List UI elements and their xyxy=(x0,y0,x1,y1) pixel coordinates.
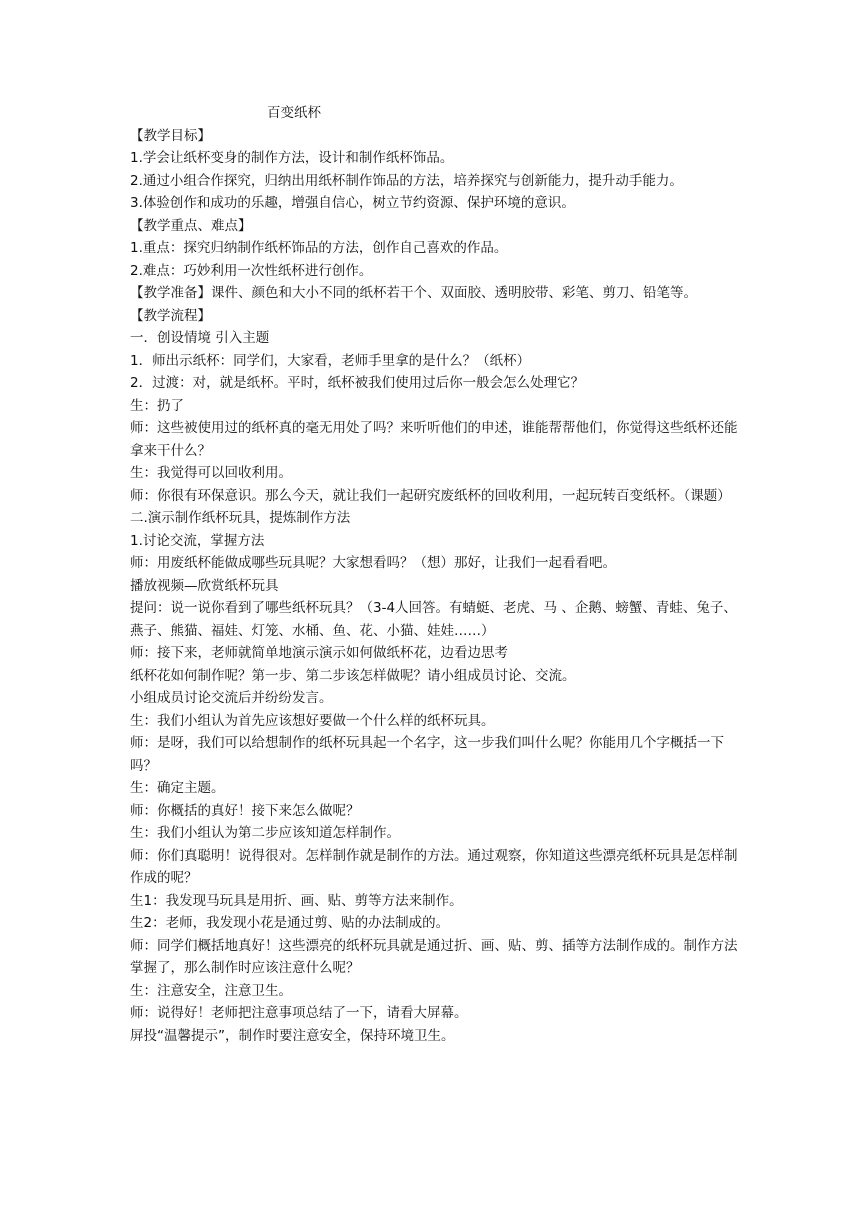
document-body xyxy=(130,125,740,1048)
paragraph-line: 师：是呀，我们可以给想制作的纸杯玩具起一个名字，这一步我们叫什么呢？你能用几个字概括一下吗？ xyxy=(130,735,724,774)
paragraph-line: 纸杯花如何制作呢？第一步、第二步该怎样做呢？请小组成员讨论、交流。 xyxy=(130,667,576,684)
paragraph-line: 师：用废纸杯能做成哪些玩具呢？大家想看吗？（想）那好，让我们一起看看吧。 xyxy=(130,555,616,571)
paragraph-line: 播放视频—欣赏纸杯玩具 xyxy=(130,577,279,594)
paragraph-line: 生：我觉得可以回收利用。 xyxy=(130,465,292,481)
paragraph-line: 一．创设情境 引入主题 xyxy=(130,330,270,346)
paragraph-line: 师：同学们概括地真好！这些漂亮的纸杯玩具就是通过折、画、贴、剪、插等方法制作成的。制作方法掌握了，那么制作时应该注意什么呢？ xyxy=(130,937,738,976)
paragraph-line: 2.通过小组合作探究，归纳出用纸杯制作饰品的方法，培养探究与创新能力，提升动手能力。 xyxy=(130,172,683,189)
paragraph-line: 2．过渡：对，就是纸杯。平时，纸杯被我们使用过后你一般会怎么处理它？ xyxy=(130,375,585,391)
page-title: 百变纸杯 xyxy=(267,105,321,121)
paragraph-line: 【教学重点、难点】 xyxy=(130,217,252,234)
paragraph-line: 【教学流程】 xyxy=(130,307,211,324)
paragraph-line: 1.讨论交流，掌握方法 xyxy=(130,532,265,549)
paragraph-line: 1.学会让纸杯变身的制作方法，设计和制作纸杯饰品。 xyxy=(130,150,454,166)
paragraph-line: 1．师出示纸杯：同学们，大家看，老师手里拿的是什么？（纸杯） xyxy=(130,352,531,369)
paragraph-line: 3.体验创作和成功的乐趣，增强自信心，树立节约资源、保护环境的意识。 xyxy=(130,195,575,211)
paragraph-line: 生：确定主题。 xyxy=(130,780,225,796)
paragraph-line: 师：你概括的真好！接下来怎么做呢？ xyxy=(130,802,360,819)
paragraph-line: 师：接下来，老师就简单地演示演示如何做纸杯花，边看边思考 xyxy=(130,645,508,661)
paragraph-line: 生：注意安全，注意卫生。 xyxy=(130,982,292,999)
paragraph-line: 师：说得好！老师把注意事项总结了一下，请看大屏幕。 xyxy=(130,1005,468,1021)
paragraph-line: 生：我们小组认为第二步应该知道怎样制作。 xyxy=(130,825,400,841)
paragraph-line: 小组成员讨论交流后并纷纷发言。 xyxy=(130,690,333,706)
paragraph-line: 2.难点：巧妙利用一次性纸杯进行创作。 xyxy=(130,262,373,279)
paragraph-line: 生：扔了 xyxy=(130,397,184,414)
paragraph-line: 二.演示制作纸杯玩具，提炼制作方法 xyxy=(130,510,351,526)
paragraph-line: 生1：我发现马玩具是用折、画、贴、剪等方法来制作。 xyxy=(130,892,463,909)
paragraph-line: 师：你很有环保意识。那么今天，就让我们一起研究废纸杯的回收利用，一起玩转百变纸杯。（课题） xyxy=(130,487,731,504)
paragraph-line: 师：你们真聪明！说得很对。怎样制作就是制作的方法。通过观察，你知道这些漂亮纸杯玩具是怎样制作成的呢？ xyxy=(130,847,738,886)
paragraph-line: 1.重点：探究归纳制作纸杯饰品的方法，创作自己喜欢的作品。 xyxy=(130,240,508,256)
paragraph-line: 生：我们小组认为首先应该想好要做一个什么样的纸杯玩具。 xyxy=(130,712,495,729)
paragraph-line: 【教学准备】课件、颜色和大小不同的纸杯若干个、双面胶、透明胶带、彩笔、剪刀、铅笔等。 xyxy=(130,285,697,301)
paragraph-line: 【教学目标】 xyxy=(130,127,211,144)
paragraph-line: 屏投“温馨提示”，制作时要注意安全，保持环境卫生。 xyxy=(130,1027,455,1044)
paragraph-line: 提问：说一说你看到了哪些纸杯玩具？（3-4人回答。有蜻蜓、老虎、马 、企鹅、螃蟹、青蛙、兔子、燕子、熊猫、福娃、灯笼、水桶、鱼、花、小猫、娃娃……） xyxy=(130,600,737,639)
paragraph-line: 师：这些被使用过的纸杯真的毫无用处了吗？来听听他们的申述，谁能帮帮他们，你觉得这些纸杯还能拿来干什么？ xyxy=(130,420,738,459)
document-page xyxy=(130,102,740,1047)
paragraph-line: 生2：老师，我发现小花是通过剪、贴的办法制成的。 xyxy=(130,915,450,931)
